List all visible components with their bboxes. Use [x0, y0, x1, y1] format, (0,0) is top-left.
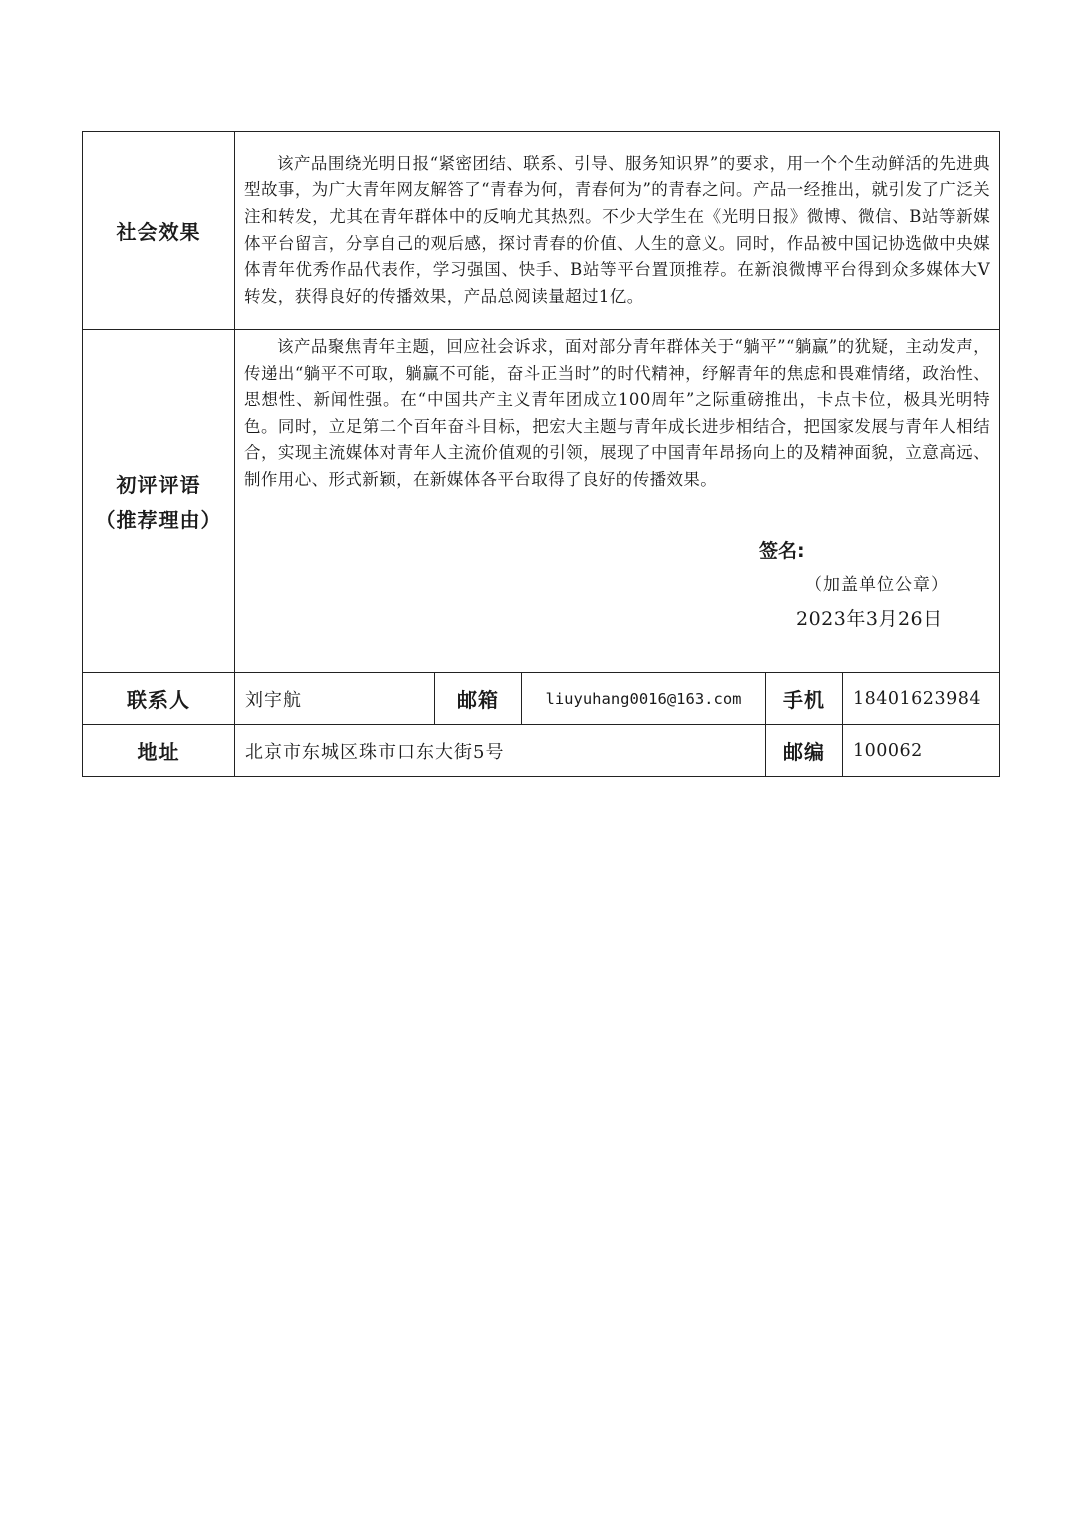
signature-label: 签名:: [759, 540, 805, 562]
address-label: 地址: [83, 725, 235, 777]
recommendation-form-table: [82, 131, 1000, 777]
contact-person-value: 刘宇航: [235, 673, 435, 725]
review-label-subtitle: （推荐理由）: [95, 508, 222, 532]
phone-value: 18401623984: [843, 673, 1000, 725]
social-effect-content: [235, 132, 1000, 330]
seal-note: （加盖单位公章）: [805, 575, 949, 595]
social-effect-text: 该产品围绕光明日报“紧密团结、联系、引导、服务知识界”的要求，用一个个生动鲜活的先进典型故事，为广大青年网友解答了“青春为何，青春何为”的青春之问。产品一经推出，就引发了广泛关注和转发，尤其在青年群体中的反响尤其热烈。不少大学生在《光明日报》微博、微信、B站等新媒体平台留言，分享自己的观后感，探讨青春的价值、人生的意义。同时，作品被中国记协选做中央媒体青年优秀作品代表作，学习强国、快手、B站等平台置顶推荐。在新浪微博平台得到众多媒体大V转发，获得良好的传播效果，产品总阅读量超过1亿。: [244, 153, 991, 306]
contact-row: [83, 673, 1000, 725]
review-row: [83, 330, 1000, 673]
review-label: [83, 330, 235, 673]
review-date: 2023年3月26日: [796, 608, 943, 630]
social-effect-row: [83, 132, 1000, 330]
address-value: 北京市东城区珠市口东大街5号: [235, 725, 766, 777]
address-row: [83, 725, 1000, 777]
email-label: 邮箱: [435, 673, 522, 725]
phone-label: 手机: [766, 673, 843, 725]
contact-person-label: 联系人: [83, 673, 235, 725]
review-text: 该产品聚焦青年主题，回应社会诉求，面对部分青年群体关于“躺平”“躺赢”的犹疑，主动发声，传递出“躺平不可取，躺赢不可能，奋斗正当时”的时代精神，纾解青年的焦虑和畏难情绪，政治性、思想性、新闻性强。在“中国共产主义青年团成立100周年”之际重磅推出，卡点卡位，极具光明特色。同时，立足第二个百年奋斗目标，把宏大主题与青年成长进步相结合，把国家发展与青年人相结合，实现主流媒体对青年人主流价值观的引领，展现了中国青年昂扬向上的及精神面貌，立意高远、制作用心、形式新颖，在新媒体各平台取得了良好的传播效果。: [244, 337, 991, 489]
review-label-title: 初评评语: [116, 473, 201, 497]
email-value: liuyuhang0016@163.com: [522, 673, 766, 725]
social-effect-label: 社会效果: [83, 132, 235, 330]
postcode-value: 100062: [843, 725, 1000, 777]
postcode-label: 邮编: [766, 725, 843, 777]
review-content: [235, 330, 1000, 673]
